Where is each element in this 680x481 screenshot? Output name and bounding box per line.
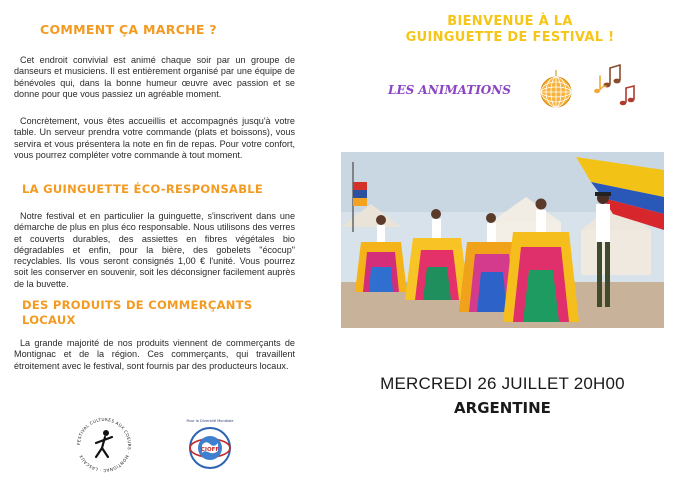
heading-local-products: DES PRODUITS DE COMMERÇANTS LOCAUX <box>22 298 253 327</box>
event-country: ARGENTINE <box>454 399 551 417</box>
paragraph-local: La grande majorité de nos produits viennent de commerçants de Montignac et de la région. Ces commerçants, qui travaillent étroitement avec le festival, sont fournis par des producteurs locaux. <box>14 338 295 371</box>
event-date: MERCREDI 26 JUILLET 20H00 <box>380 374 625 393</box>
animations-title: LES ANIMATIONS <box>388 83 511 97</box>
welcome-line-1: BIENVENUE À LA <box>447 14 573 29</box>
music-notes-icon <box>590 62 638 110</box>
paragraph-service: Concrètement, vous êtes accueillis et accompagnés jusqu'à votre table. Un serveur prendra votre commande (plats et boissons), vous servira et vous présentera la note en fin de repas. Pour votre confort, vous pourrez compléter votre commande à tout moment. <box>14 116 295 160</box>
heading-how-it-works: COMMENT ÇA MARCHE ? <box>40 22 217 37</box>
festival-logo <box>74 415 134 475</box>
disco-ball-icon <box>539 70 573 110</box>
svg-text:FESTIVAL CULTURES AUX COEURS ·: FESTIVAL CULTURES AUX COEURS · MONTIGNAC · LASCAUX <box>75 416 133 474</box>
welcome-line-2: GUINGUETTE DE FESTIVAL ! <box>405 30 615 45</box>
svg-text:Pour la Diversité Mondiale: Pour la Diversité Mondiale <box>186 419 234 423</box>
svg-text:CIOFF: CIOFF <box>200 447 220 453</box>
cioff-logo <box>180 415 240 475</box>
heading-eco-responsible: LA GUINGUETTE ÉCO-RESPONSABLE <box>22 182 264 196</box>
dancers-photo <box>341 152 664 328</box>
paragraph-intro: Cet endroit convivial est animé chaque soir par un groupe de danseurs et musiciens. Il est entièrement organisé par une équipe de bénévoles qui, dans la bonne humeur œuvre avec passion et se donne pour que vous passiez un agréable moment. <box>14 55 295 99</box>
welcome-title <box>360 14 660 46</box>
paragraph-eco: Notre festival et en particulier la guinguette, s'inscrivent dans une démarche de plus en plus éco responsable. Nous utilisons des verres et couverts durables, des assiettes en fibres végétales bio dégradables et enfin, pour la bière, des gobelets "écocup" recyclables. Ils vous seront consignés 1,00 € l'unité. Vous pourrez soit les conserver en souvenir, soit les déconsigner facilement auprès de la buvette. <box>14 211 295 289</box>
